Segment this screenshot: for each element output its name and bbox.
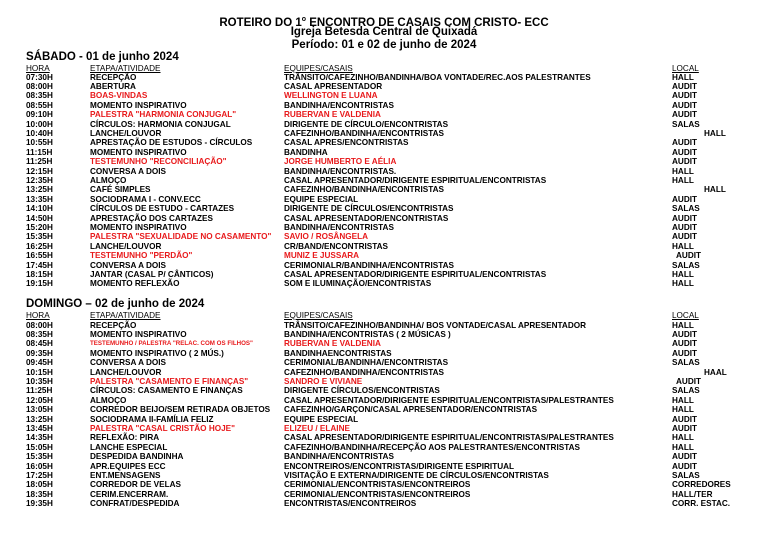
location-cell: SALAS bbox=[672, 260, 700, 270]
time-cell: 08:35H bbox=[26, 329, 53, 339]
table-row bbox=[0, 157, 768, 166]
time-cell: 15:20H bbox=[26, 222, 53, 232]
activity-cell: LANCHE/LOUVOR bbox=[90, 367, 162, 377]
time-cell: 09:35H bbox=[26, 348, 53, 358]
activity-cell: CONVERSA A DOIS bbox=[90, 260, 166, 270]
table-row bbox=[0, 185, 768, 194]
team-cell: JORGE HUMBERTO E AÉLIA bbox=[284, 157, 397, 167]
time-cell: 11:25H bbox=[26, 157, 53, 167]
team-cell: CAFEZINHO/BANDINHA/ENCONTRISTAS bbox=[284, 185, 444, 195]
location-cell: AUDIT bbox=[672, 110, 698, 120]
team-cell: CAFEZINHO/BANDINHA/RECEPÇÃO AOS PALESTRANTES/ENCONTRISTAS bbox=[284, 442, 580, 452]
team-cell: CASAL APRESENTADOR/DIRIGENTE ESPIRITUAL/ENCONTRISTAS bbox=[284, 269, 547, 279]
activity-cell: CONVERSA A DOIS bbox=[90, 358, 166, 368]
team-cell: ELIZEU / ELAINE bbox=[284, 423, 350, 433]
team-cell: BANDINHAENCONTRISTAS bbox=[284, 348, 392, 358]
team-cell: CERIMONIALR/BANDINHA/ENCONTRISTAS bbox=[284, 260, 454, 270]
column-header-hora: HORA bbox=[26, 63, 50, 73]
table-row bbox=[0, 490, 768, 499]
location-cell: AUDIT bbox=[672, 81, 698, 91]
team-cell: ENCONTRISTAS/ENCONTREIROS bbox=[284, 499, 417, 509]
location-cell: HALL bbox=[672, 72, 694, 82]
activity-cell: CORREDOR BEIJO/SEM RETIRADA OBJETOS bbox=[90, 405, 271, 415]
document-title: ROTEIRO DO 1$^o$ ENCONTRO DE CASAIS COM CRISTO- ECC bbox=[219, 16, 549, 29]
time-cell: 10:55H bbox=[26, 138, 53, 148]
table-row bbox=[0, 204, 768, 213]
time-cell: 16:55H bbox=[26, 251, 53, 261]
location-cell: CORR. ESTAC. bbox=[672, 499, 731, 509]
location-cell: HALL bbox=[672, 175, 694, 185]
activity-cell: ALMOÇO bbox=[90, 175, 127, 185]
table-row bbox=[0, 377, 768, 386]
time-cell: 15:05H bbox=[26, 442, 53, 452]
team-cell: DIRIGENTE DE CÍRCULOS/ENCONTRISTAS bbox=[284, 204, 454, 214]
activity-cell: SOCIODRAMA I - CONV.ECC bbox=[90, 194, 201, 204]
activity-cell: BOAS-VINDAS bbox=[90, 91, 148, 101]
team-cell: ENCONTREIROS/ENCONTRISTAS/DIRIGENTE ESPIRITUAL bbox=[284, 461, 515, 471]
location-cell: SALAS bbox=[672, 204, 700, 214]
time-cell: 13:45H bbox=[26, 423, 53, 433]
time-cell: 13:35H bbox=[26, 194, 53, 204]
column-header-equipe: EQUIPES/CASAIS bbox=[284, 310, 353, 320]
column-header-etapa: ETAPA/ATIVIDADE bbox=[90, 63, 161, 73]
activity-cell: ALMOÇO bbox=[90, 395, 127, 405]
time-cell: 18:35H bbox=[26, 489, 53, 499]
activity-cell: CONFRAT/DESPEDIDA bbox=[90, 499, 180, 509]
table-row bbox=[0, 138, 768, 147]
location-cell: HALL bbox=[672, 442, 694, 452]
activity-cell: CÍRCULOS: CASAMENTO E FINANÇAS bbox=[90, 386, 243, 396]
activity-cell: RECEPÇÃO bbox=[90, 72, 137, 82]
table-row bbox=[0, 82, 768, 91]
table-row bbox=[0, 330, 768, 339]
location-cell: AUDIT bbox=[676, 376, 702, 386]
activity-cell: APRESTAÇÃO DOS CARTAZES bbox=[90, 213, 213, 223]
team-cell: CERIMONIAL/ENCONTRISTAS/ENCONTREIROS bbox=[284, 480, 471, 490]
time-cell: 09:10H bbox=[26, 110, 53, 120]
activity-cell: MOMENTO INSPIRATIVO bbox=[90, 100, 187, 110]
table-row bbox=[0, 443, 768, 452]
team-cell: CASAL APRESENTADOR/ENCONTRISTAS bbox=[284, 213, 449, 223]
table-row bbox=[0, 148, 768, 157]
time-cell: 16:05H bbox=[26, 461, 53, 471]
time-cell: 10:15H bbox=[26, 367, 53, 377]
team-cell: CAFEZINHO/GARÇON/CASAL APRESENTADOR/ENCONTRISTAS bbox=[284, 405, 538, 415]
time-cell: 14:50H bbox=[26, 213, 53, 223]
table-row bbox=[0, 396, 768, 405]
team-cell: CASAL APRESENTADOR/DIRIGENTE ESPIRITUAL/ENCONTRISTAS/PALESTRANTES bbox=[284, 433, 614, 443]
time-cell: 15:35H bbox=[26, 232, 53, 242]
location-cell: AUDIT bbox=[672, 194, 698, 204]
table-row bbox=[0, 167, 768, 176]
table-row bbox=[0, 91, 768, 100]
location-cell: AUDIT bbox=[672, 461, 698, 471]
location-cell: AUDIT bbox=[672, 222, 698, 232]
team-cell: TRÂNSITO/CAFEZINHO/BANDINHA/ BOS VONTADE/CASAL APRESENTADOR bbox=[284, 320, 587, 330]
team-cell: TRÂNSITO/CAFEZINHO/BANDINHA/BOA VONTADE/REC.AOS PALESTRANTES bbox=[284, 72, 591, 82]
time-cell: 15:35H bbox=[26, 452, 53, 462]
location-cell: SALAS bbox=[672, 386, 700, 396]
table-row bbox=[0, 424, 768, 433]
table-row bbox=[0, 129, 768, 138]
activity-cell: CÍRCULOS: HARMONIA CONJUGAL bbox=[90, 119, 231, 129]
team-cell: SANDRO E VIVIANE bbox=[284, 376, 363, 386]
time-cell: 10:35H bbox=[26, 376, 53, 386]
location-cell: SALAS bbox=[672, 470, 700, 480]
time-cell: 08:45H bbox=[26, 339, 53, 349]
time-cell: 09:45H bbox=[26, 358, 53, 368]
location-cell: HALL bbox=[672, 279, 694, 289]
activity-cell: TESTEMUNHO / PALESTRA "RELAC. COM OS FILHOS" bbox=[90, 340, 253, 348]
location-cell: HALL/TER bbox=[672, 489, 713, 499]
activity-cell: LANCHE/LOUVOR bbox=[90, 128, 162, 138]
table-row bbox=[0, 471, 768, 480]
table-row bbox=[0, 176, 768, 185]
column-header-hora: HORA bbox=[26, 310, 50, 320]
activity-cell: TESTEMUNHO "PERDÃO" bbox=[90, 251, 193, 261]
activity-cell: CONVERSA A DOIS bbox=[90, 166, 166, 176]
location-cell: AUDIT bbox=[672, 423, 698, 433]
table-row bbox=[0, 110, 768, 119]
location-cell: AUDIT bbox=[672, 138, 698, 148]
activity-cell: ABERTURA bbox=[90, 81, 136, 91]
time-cell: 10:00H bbox=[26, 119, 53, 129]
time-cell: 10:40H bbox=[26, 128, 53, 138]
column-header-equipe: EQUIPES/CASAIS bbox=[284, 63, 353, 73]
time-cell: 19:35H bbox=[26, 499, 53, 509]
location-cell: AUDIT bbox=[672, 91, 698, 101]
team-cell: WELLINGTON E LUANA bbox=[284, 91, 378, 101]
time-cell: 11:25H bbox=[26, 386, 53, 396]
sunday-column-header bbox=[0, 311, 768, 320]
time-cell: 18:05H bbox=[26, 480, 53, 490]
activity-cell: MOMENTO INSPIRATIVO bbox=[90, 222, 187, 232]
team-cell: BANDINHA bbox=[284, 147, 328, 157]
activity-cell: CERIM.ENCERRAM. bbox=[90, 489, 169, 499]
activity-cell: CORREDOR DE VELAS bbox=[90, 480, 181, 490]
team-cell: SAVIO / ROSÂNGELA bbox=[284, 232, 369, 242]
location-cell: AUDIT bbox=[672, 348, 698, 358]
activity-cell: DESPEDIDA BANDINHA bbox=[90, 452, 184, 462]
location-cell: AUDIT bbox=[672, 157, 698, 167]
time-cell: 08:00H bbox=[26, 81, 53, 91]
location-cell: HALL bbox=[672, 269, 694, 279]
table-row bbox=[0, 101, 768, 110]
time-cell: 17:45H bbox=[26, 260, 53, 270]
table-row bbox=[0, 195, 768, 204]
table-row bbox=[0, 120, 768, 129]
table-row bbox=[0, 232, 768, 241]
activity-cell: CAFÉ SIMPLES bbox=[90, 185, 151, 195]
table-row bbox=[0, 73, 768, 82]
time-cell: 19:15H bbox=[26, 279, 53, 289]
table-row bbox=[0, 242, 768, 251]
time-cell: 12:15H bbox=[26, 166, 53, 176]
location-cell: AUDIT bbox=[672, 414, 698, 424]
time-cell: 08:00H bbox=[26, 320, 53, 330]
team-cell: CAFEZINHO/BANDINHA/ENCONTRISTAS bbox=[284, 367, 444, 377]
location-cell: HALL bbox=[672, 166, 694, 176]
location-cell: HALL bbox=[704, 185, 726, 195]
team-cell: BANDINHA/ENCONTRISTAS bbox=[284, 452, 394, 462]
time-cell: 13:25H bbox=[26, 414, 53, 424]
location-cell: CORREDORES bbox=[672, 480, 731, 490]
activity-cell: MOMENTO INSPIRATIVO bbox=[90, 147, 187, 157]
activity-cell: SOCIODRAMA II-FAMÍLIA FELIZ bbox=[90, 414, 214, 424]
column-header-local: LOCAL bbox=[672, 63, 699, 73]
activity-cell: PALESTRA "CASAMENTO E FINANÇAS" bbox=[90, 376, 249, 386]
activity-cell: TESTEMUNHO "RECONCILIAÇÃO" bbox=[90, 157, 227, 167]
team-cell: CASAL APRESENTADOR bbox=[284, 81, 383, 91]
location-cell: AUDIT bbox=[672, 452, 698, 462]
team-cell: VISITAÇÃO E EXTERNA/DIRIGENTE DE CÍRCULOS/ENCONTRISTAS bbox=[284, 470, 549, 480]
location-cell: AUDIT bbox=[672, 339, 698, 349]
team-cell: BANDINHA/ENCONTRISTAS. bbox=[284, 166, 397, 176]
time-cell: 13:25H bbox=[26, 185, 53, 195]
table-row bbox=[0, 499, 768, 508]
activity-cell: REFLEXÃO: PIRA bbox=[90, 433, 160, 443]
activity-cell: ENT.MENSAGENS bbox=[90, 470, 161, 480]
table-row bbox=[0, 433, 768, 442]
location-cell: AUDIT bbox=[672, 232, 698, 242]
table-row bbox=[0, 214, 768, 223]
activity-cell: RECEPÇÃO bbox=[90, 320, 137, 330]
activity-cell: MOMENTO REFLEXÃO bbox=[90, 279, 180, 289]
location-cell: AUDIT bbox=[672, 147, 698, 157]
column-header-local: LOCAL bbox=[672, 310, 699, 320]
time-cell: 12:35H bbox=[26, 175, 53, 185]
church-name: Igreja Betesda Central de Quixadá bbox=[290, 26, 478, 38]
time-cell: 11:15H bbox=[26, 147, 53, 157]
team-cell: MUNIZ E JUSSARA bbox=[284, 251, 360, 261]
activity-cell: APR.EQUIPES ECC bbox=[90, 461, 166, 471]
table-row bbox=[0, 279, 768, 288]
team-cell: CASAL APRESENTADOR/DIRIGENTE ESPIRITUAL/ENCONTRISTAS/PALESTRANTES bbox=[284, 395, 614, 405]
team-cell: CAFEZINHO/BANDINHA/ENCONTRISTAS bbox=[284, 128, 444, 138]
activity-cell: PALESTRA "HARMONIA CONJUGAL" bbox=[90, 110, 237, 120]
team-cell: CASAL APRESENTADOR/DIRIGENTE ESPIRITUAL/ENCONTRISTAS bbox=[284, 175, 547, 185]
activity-cell: MOMENTO INSPIRATIVO bbox=[90, 329, 187, 339]
table-row bbox=[0, 223, 768, 232]
team-cell: BANDINHA/ENCONTRISTAS ( 2 MÚSICAS ) bbox=[284, 329, 451, 339]
table-row bbox=[0, 405, 768, 414]
table-row bbox=[0, 480, 768, 489]
location-cell: HALL bbox=[672, 241, 694, 251]
location-cell: AUDIT bbox=[672, 213, 698, 223]
table-row bbox=[0, 452, 768, 461]
team-cell: SOM E ILUMINAÇÃO/ENCONTRISTAS bbox=[284, 279, 432, 289]
activity-cell: PALESTRA "SEXUALIDADE NO CASAMENTO" bbox=[90, 232, 272, 242]
table-row bbox=[0, 358, 768, 367]
team-cell: DIRIGENTE DE CÍRCULO/ENCONTRISTAS bbox=[284, 119, 449, 129]
location-cell: SALAS bbox=[672, 119, 700, 129]
table-row bbox=[0, 339, 768, 348]
saturday-column-header bbox=[0, 64, 768, 73]
team-cell: RUBERVAN E VALDENIA bbox=[284, 110, 381, 120]
table-row bbox=[0, 251, 768, 260]
time-cell: 12:05H bbox=[26, 395, 53, 405]
team-cell: BANDINHA/ENCONTRISTAS bbox=[284, 100, 394, 110]
table-row bbox=[0, 261, 768, 270]
table-row bbox=[0, 368, 768, 377]
team-cell: EQUIPE ESPECIAL bbox=[284, 414, 359, 424]
time-cell: 14:10H bbox=[26, 204, 53, 214]
location-cell: HALL bbox=[672, 395, 694, 405]
time-cell: 14:35H bbox=[26, 433, 53, 443]
table-row bbox=[0, 321, 768, 330]
location-cell: AUDIT bbox=[676, 251, 702, 261]
table-row bbox=[0, 462, 768, 471]
activity-cell: JANTAR (CASAL P/ CÂNTICOS) bbox=[90, 269, 214, 279]
location-cell: AUDIT bbox=[672, 100, 698, 110]
location-cell: HALL bbox=[672, 433, 694, 443]
team-cell: CASAL APRES/ENCONTRISTAS bbox=[284, 138, 409, 148]
table-row bbox=[0, 270, 768, 279]
activity-cell: MOMENTO INSPIRATIVO ( 2 MÚS.) bbox=[90, 348, 224, 358]
activity-cell: PALESTRA "CASAL CRISTÃO HOJE" bbox=[90, 423, 235, 433]
time-cell: 16:25H bbox=[26, 241, 53, 251]
time-cell: 13:05H bbox=[26, 405, 53, 415]
sunday-title: DOMINGO – 02 de junho de 2024 bbox=[26, 298, 205, 310]
table-row bbox=[0, 349, 768, 358]
team-cell: CERIMONIAL/BANDINHA/ENCONTRISTAS bbox=[284, 358, 449, 368]
team-cell: BANDINHA/ENCONTRISTAS bbox=[284, 222, 394, 232]
activity-cell: CÍRCULOS DE ESTUDO - CARTAZES bbox=[90, 204, 235, 214]
time-cell: 08:55H bbox=[26, 100, 53, 110]
location-cell: HALL bbox=[672, 320, 694, 330]
location-cell: HALL bbox=[704, 128, 726, 138]
team-cell: CR/BAND/ENCONTRISTAS bbox=[284, 241, 389, 251]
table-row bbox=[0, 386, 768, 395]
activity-cell: APRESTAÇÃO DE ESTUDOS - CÍRCULOS bbox=[90, 138, 253, 148]
location-cell: HALL bbox=[672, 405, 694, 415]
column-header-etapa: ETAPA/ATIVIDADE bbox=[90, 310, 161, 320]
event-period: Período: 01 e 02 de junho de 2024 bbox=[291, 39, 477, 51]
location-cell: AUDIT bbox=[672, 329, 698, 339]
time-cell: 18:15H bbox=[26, 269, 53, 279]
team-cell: EQUIPE ESPECIAL bbox=[284, 194, 359, 204]
team-cell: DIRIGENTE CÍRCULOS/ENCONTRISTAS bbox=[284, 386, 440, 396]
activity-cell: LANCHE ESPECIAL bbox=[90, 442, 168, 452]
time-cell: 08:35H bbox=[26, 91, 53, 101]
activity-cell: LANCHE/LOUVOR bbox=[90, 241, 162, 251]
team-cell: RUBERVAN E VALDENIA bbox=[284, 339, 381, 349]
table-row bbox=[0, 415, 768, 424]
location-cell: HAAL bbox=[704, 367, 727, 377]
team-cell: CERIMONIAL/ENCONTRISTAS/ENCONTREIROS bbox=[284, 489, 471, 499]
time-cell: 17:25H bbox=[26, 470, 53, 480]
saturday-title: SÁBADO - 01 de junho 2024 bbox=[26, 51, 179, 63]
time-cell: 07:30H bbox=[26, 72, 53, 82]
location-cell: SALAS bbox=[672, 358, 700, 368]
